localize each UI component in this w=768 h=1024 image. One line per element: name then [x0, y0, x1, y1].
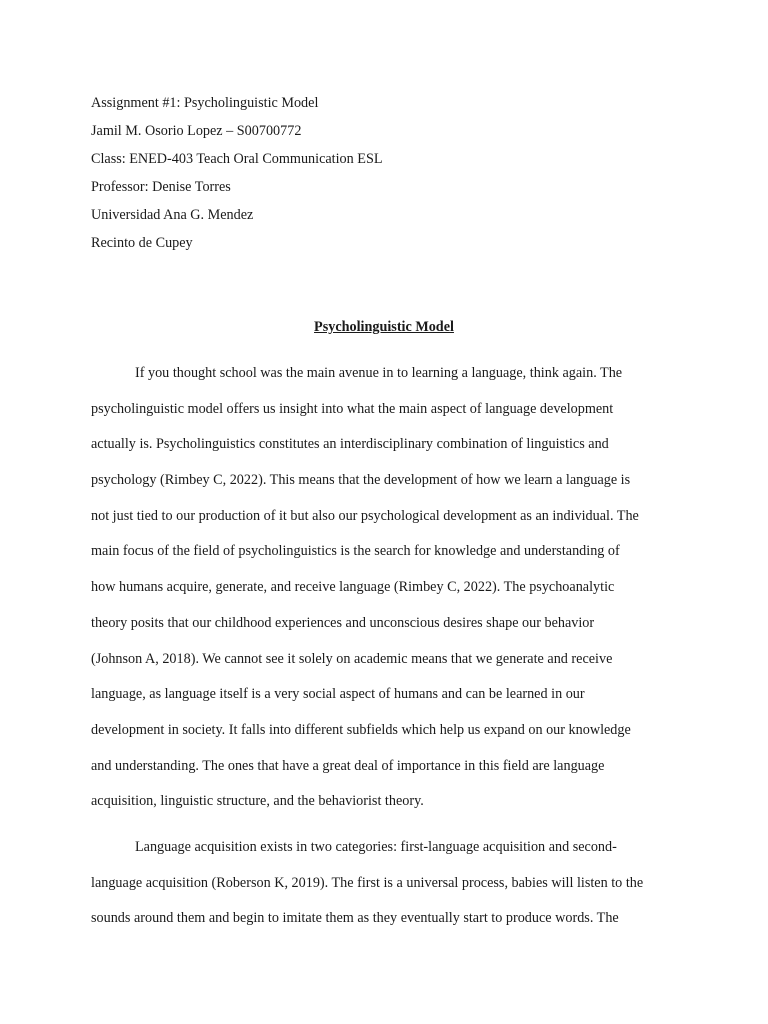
assignment-header: [91, 92, 711, 260]
student-name-line: Jamil M. Osorio Lopez – S00700772: [91, 123, 302, 139]
assignment-title-line: Assignment #1: Psycholinguistic Model: [91, 95, 319, 111]
document-title: Psycholinguistic Model: [314, 319, 454, 335]
paragraph-line: (Johnson A, 2018). We cannot see it solely on academic means that we generate and receive: [91, 650, 613, 667]
paragraph-line: and understanding. The ones that have a great deal of importance in this field are language: [91, 757, 605, 774]
paragraph-line: development in society. It falls into different subfields which help us expand on our knowledge: [91, 721, 631, 738]
paragraph-line: psycholinguistic model offers us insight into what the main aspect of language development: [91, 400, 614, 417]
professor-line: Professor: Denise Torres: [91, 179, 231, 195]
paragraph-line: language, as language itself is a very social aspect of humans and can be learned in our: [91, 686, 585, 703]
paragraph-line: psychology (Rimbey C, 2022). This means that the development of how we learn a language is: [91, 472, 631, 489]
paragraph-line: Language acquisition exists in two categories: first-language acquisition and second-: [135, 839, 617, 855]
paragraph-line: language acquisition (Roberson K, 2019). The first is a universal process, babies will listen to the: [91, 874, 644, 891]
paragraph-line: how humans acquire, generate, and receive language (Rimbey C, 2022). The psychoanalytic: [91, 579, 615, 596]
paragraph-line: sounds around them and begin to imitate them as they eventually start to produce words. The: [91, 910, 619, 927]
paragraph-line: acquisition, linguistic structure, and the behaviorist theory.: [91, 793, 424, 810]
paragraph-line: theory posits that our childhood experiences and unconscious desires shape our behavior: [91, 614, 595, 631]
paragraph-2: [91, 836, 681, 943]
paragraph-line: not just tied to our production of it but also our psychological development as an individual. The: [91, 507, 639, 524]
campus-line: Recinto de Cupey: [91, 235, 193, 251]
university-line: Universidad Ana G. Mendez: [91, 207, 254, 223]
class-line: Class: ENED-403 Teach Oral Communication ESL: [91, 151, 383, 167]
paragraph-1: [91, 362, 681, 826]
paragraph-line: actually is. Psycholinguistics constitutes an interdisciplinary combination of linguistics and: [91, 436, 609, 453]
paragraph-line: If you thought school was the main avenue in to learning a language, think again. The: [135, 365, 623, 381]
paragraph-line: main focus of the field of psycholinguistics is the search for knowledge and understanding of: [91, 543, 620, 560]
